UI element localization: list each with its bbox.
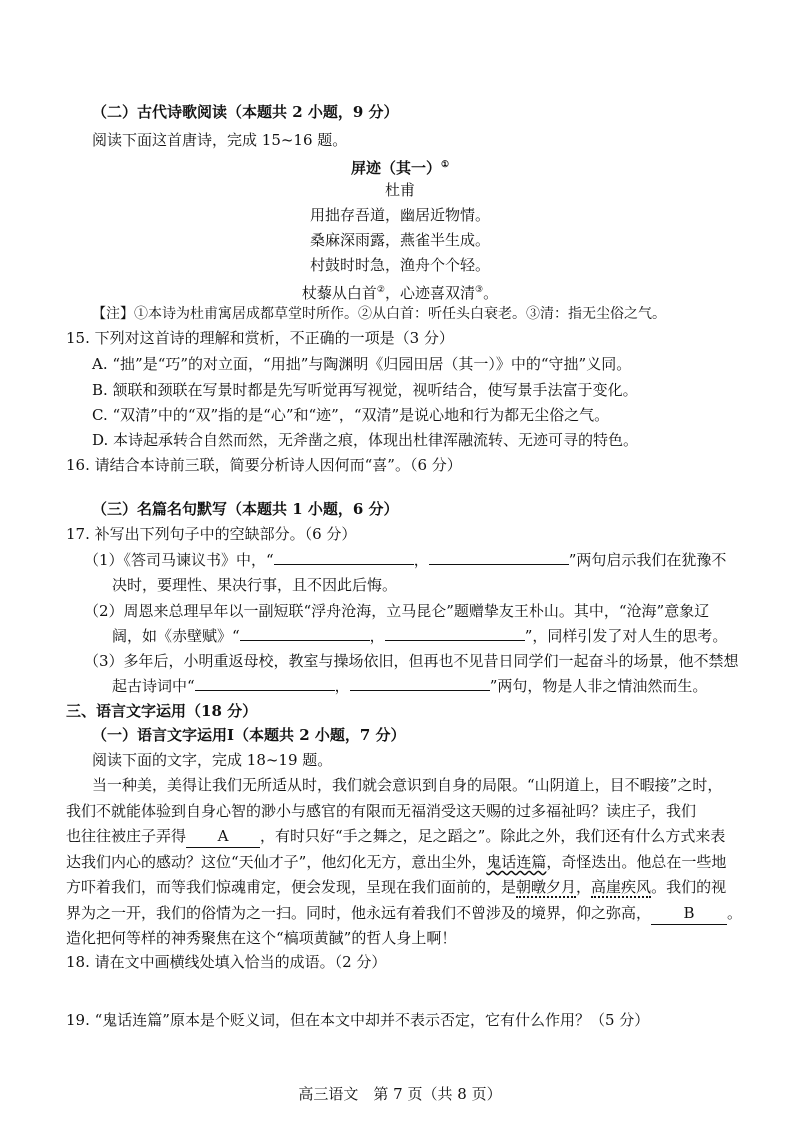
q17-blank-3[interactable] bbox=[240, 626, 370, 641]
q17-part1-line1: （1）《答司马谏议书》中，“ ， ”两句启示我们在犹豫不 bbox=[84, 551, 727, 569]
passage-dotted-phrase-2: 高崖疾风 bbox=[591, 878, 652, 896]
q15-option-b: B. 颔联和颈联在写景时都是先写听觉再写视觉，视听结合，使写景手法富于变化。 bbox=[92, 381, 638, 399]
section-mingju-heading: （三）名篇名句默写（本题共 1 小题，6 分） bbox=[92, 500, 399, 518]
q17-blank-2[interactable] bbox=[429, 550, 569, 565]
q15-option-d: D. 本诗起承转合自然而然，无斧凿之痕，体现出杜律浑融流转、无迹可寻的特色。 bbox=[92, 431, 639, 449]
q17-part1-line2: 决时，要理性、果决行事，且不因此后悔。 bbox=[112, 576, 398, 594]
passage-line-1: 当一种美，美得让我们无所适从时，我们就会意识到自身的局限。“山阴道上，目不暇接”之时， bbox=[92, 776, 723, 794]
passage-line-3: 也往往被庄子弄得 A ，有时只好“手之舞之，足之蹈之”。除此之外，我们还有什么方式来表 bbox=[66, 825, 725, 848]
passage-line-7: 造化把何等样的神秀聚焦在这个“槁项黄馘”的哲人身上啊！ bbox=[66, 929, 457, 947]
section3-heading: 三、语言文字运用（18 分） bbox=[66, 702, 258, 720]
poem-line-1: 用拙存吾道，幽居近物情。 bbox=[309, 206, 490, 224]
q15-option-a: A. “拙”是“巧”的对立面，“用拙”与陶渊明《归园田居（其一）》中的“守拙”义同。 bbox=[92, 355, 632, 373]
poem-note: 【注】①本诗为杜甫寓居成都草堂时所作。②从白首：听任头白衰老。③清：指无尘俗之气。 bbox=[92, 306, 666, 322]
poem-title: 屏迹（其一）① bbox=[350, 159, 450, 177]
passage-line-6: 界为之一开，我们的俗情为之一扫。同时，他永远有着我们不曾涉及的境界，仰之弥高， B 。 bbox=[66, 902, 742, 925]
q16-stem: 16. 请结合本诗前三联，简要分析诗人因何而“喜”。（6 分） bbox=[66, 456, 462, 474]
passage-blank-b[interactable]: B bbox=[651, 902, 727, 925]
q17-part2-line2: 阔，如《赤壁赋》“ ， ”，同样引发了对人生的思考。 bbox=[112, 627, 728, 645]
passage-line-2: 我们不就能体验到自身心智的渺小与感官的有限而无福消受这天赐的过多福祉吗？读庄子，我们 bbox=[66, 802, 697, 820]
q17-part3-line2: 起古诗词中“ ， ”两句，物是人非之情油然而生。 bbox=[112, 677, 708, 695]
section3-instruction: 阅读下面的文字，完成 18~19 题。 bbox=[92, 751, 333, 769]
poem-author: 杜甫 bbox=[384, 181, 415, 199]
q17-blank-6[interactable] bbox=[350, 676, 490, 691]
passage-blank-a[interactable]: A bbox=[186, 825, 260, 848]
q18-stem: 18. 请在文中画横线处填入恰当的成语。（2 分） bbox=[66, 953, 387, 971]
poem-line-3: 村鼓时时急，渔舟个个轻。 bbox=[309, 256, 490, 274]
passage-line-5: 方吓着我们，而等我们惊魂甫定，便会发现，呈现在我们面前的，是朝暾夕月，高崖疾风。我们的视 bbox=[66, 878, 727, 896]
q17-blank-1[interactable] bbox=[274, 550, 414, 565]
q15-stem: 15. 下列对这首诗的理解和赏析，不正确的一项是（3 分） bbox=[66, 329, 454, 347]
q17-part2-line1: （2）周恩来总理早年以一副短联“浮舟沧海，立马昆仑”题赠挚友王朴山。其中，“沧海”意象辽 bbox=[84, 602, 710, 620]
q17-part3-line1: （3）多年后，小明重返母校，教室与操场依旧，但再也不见昔日同学们一起奋斗的场景，他不禁想 bbox=[84, 652, 739, 670]
passage-line-4: 达我们内心的感动？这位“天仙才子”，他幻化无方，意出尘外，鬼话连篇，奇怪迭出。他总在一些地 bbox=[66, 853, 727, 871]
page-footer: 高三语文 第 7 页（共 8 页） bbox=[298, 1085, 502, 1103]
passage-dotted-phrase-1: 朝暾夕月 bbox=[516, 878, 577, 896]
q17-blank-4[interactable] bbox=[385, 626, 525, 641]
section-poetry-heading: （二）古代诗歌阅读（本题共 2 小题，9 分） bbox=[92, 103, 399, 121]
section3-sub-heading: （一）语言文字运用Ⅰ（本题共 2 小题，7 分） bbox=[92, 726, 406, 744]
q17-stem: 17. 补写出下列句子中的空缺部分。（6 分） bbox=[66, 525, 357, 543]
poem-line-4: 杖藜从白首②，心迹喜双清③。 bbox=[301, 284, 499, 302]
q19-stem: 19. “鬼话连篇”原本是个贬义词，但在本文中却并不表示否定，它有什么作用？（5 分） bbox=[66, 1011, 650, 1029]
poetry-instruction: 阅读下面这首唐诗，完成 15~16 题。 bbox=[92, 131, 348, 149]
q15-option-c: C. “双清”中的“双”指的是“心”和“迹”，“双清”是说心地和行为都无尘俗之气。 bbox=[92, 406, 610, 424]
passage-wavy-phrase: 鬼话连篇 bbox=[486, 853, 547, 871]
q17-blank-5[interactable] bbox=[195, 676, 335, 691]
poem-line-2: 桑麻深雨露，燕雀半生成。 bbox=[309, 231, 490, 249]
